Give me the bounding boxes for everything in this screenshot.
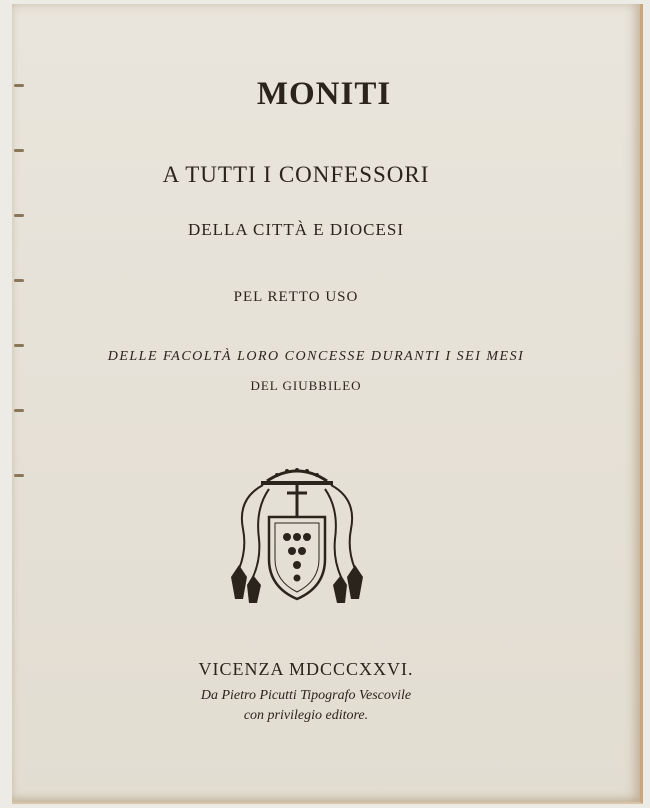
page-title: MONITI bbox=[256, 76, 392, 112]
binding-stitches bbox=[12, 64, 28, 504]
subtitle-city-diocese: DELLA CITTÀ E DIOCESI bbox=[187, 220, 404, 239]
coat-of-arms-icon bbox=[217, 459, 377, 609]
subtitle-faculties: DELLE FACOLTÀ LORO CONCESSE DURANTI I SEI MESI bbox=[107, 349, 525, 364]
imprint-privilege: con privilegio editore. bbox=[243, 708, 369, 723]
book-page bbox=[12, 4, 643, 804]
imprint-printer: Da Pietro Picutti Tipografo Vescovile bbox=[200, 688, 412, 703]
subtitle-confessors: A TUTTI I CONFESSORI bbox=[162, 162, 430, 187]
imprint-place-year: VICENZA MDCCCXXVI. bbox=[198, 659, 414, 679]
subtitle-proper-use: PEL RETTO USO bbox=[233, 289, 359, 305]
subtitle-jubilee: DEL GIUBBILEO bbox=[250, 378, 362, 393]
